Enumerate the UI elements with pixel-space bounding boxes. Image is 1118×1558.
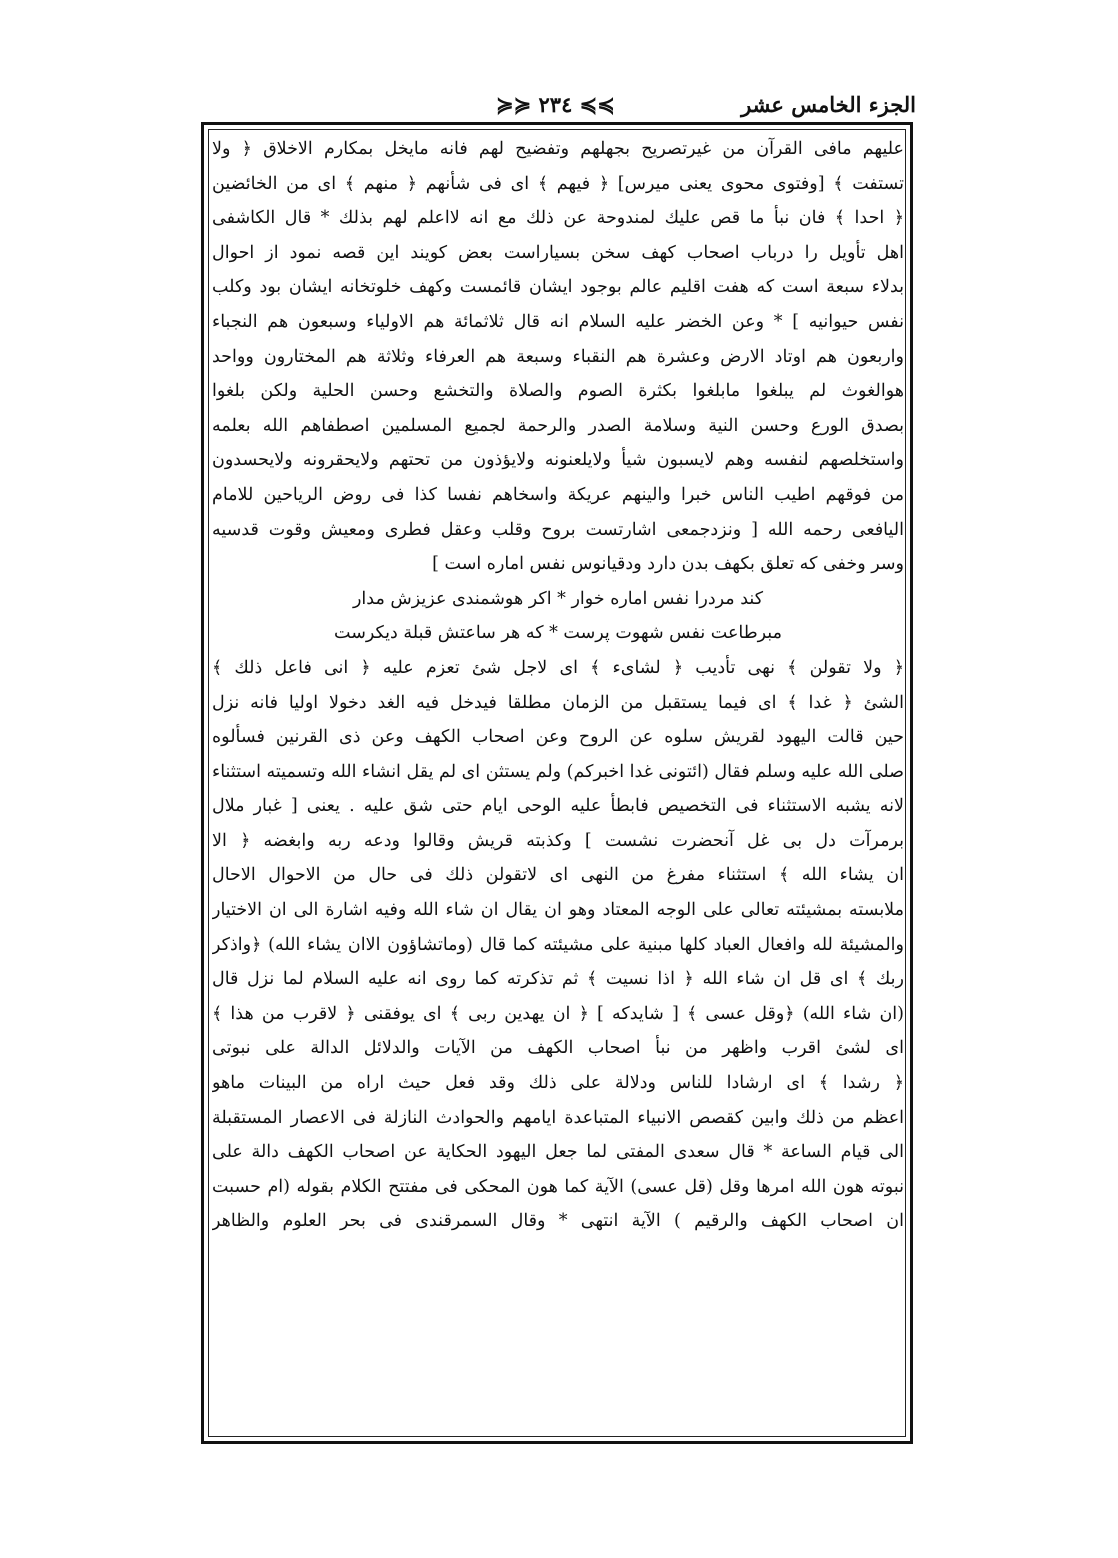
text-line: ان يشاء الله ﴾ استثناء مفرغ من النهى اى لاتقولن ذلك فى حال من الاحوال الاحال [212,865,904,886]
text-line: هوالغوث لم يبلغوا مابلغوا بكثرة الصوم والصلاة والتخشع وحسن الحلية ولكن بلغوا [212,381,904,402]
text-line: واستخلصهم لنفسه وهم لايسبون شيأ ولايلعنونه ولايؤذون من تحتهم ولايحقرونه ولايحسدون [212,450,904,471]
page-body [212,132,904,1239]
page-header [200,92,916,126]
text-line: (ان شاء الله) ﴿وقل عسى ﴾ [ شايدكه ] ﴿ ان يهدين ربى ﴾ اى يوفقنى ﴿ لاقرب من هذا ﴾ [212,1003,904,1024]
text-line: تستفت ﴾ [وفتوى محوى يعنى ميرس] ﴿ فيهم ﴾ اى فى شأنهم ﴿ منهم ﴾ اى من الخائضين [212,173,904,194]
text-line: من فوقهم اطيب الناس خبرا والينهم عريكة واسخاهم نفسا كذا فى روض الرياحين للامام [212,484,904,505]
text-line: بصدق الورع وحسن النية وسلامة الصدر والرحمة لجميع المسلمين اصطفاهم الله بعلمه [212,415,904,436]
text-line: ربك ﴾ اى قل ان شاء الله ﴿ اذا نسيت ﴾ ثم تذكرته كما روى انه عليه السلام لما نزل قال [212,969,904,990]
text-line: واربعون هم اوتاد الارض وعشرة هم النقباء وسبعة هم العرفاء وثلاثة هم المختارون وواحد [212,346,904,367]
text-line: بدلاء سبعة است كه هفت اقليم عالم بوجود ايشان قائمست وكهف خلوتخانه ايشان بود وكلب [212,277,904,298]
text-line: ملابسته بمشيئته تعالى على الوجه المعتاد وهو ان يقال ان شاء الله وفيه اشارة الى ان الاختيار [212,900,904,921]
text-line: ﴿ رشدا ﴾ اى ارشادا للناس ودلالة على ذلك وقد فعل حيث اراه من البينات ماهو [212,1073,904,1094]
text-line: الى قيام الساعة * قال سعدى المفتى لما جعل اليهود الحكاية عن اصحاب الكهف دالة على [212,1142,904,1163]
text-line: وسر وخفى كه تعلق بكهف بدن دارد ودقيانوس نفس اماره است ] [432,554,904,575]
text-line: حين قالت اليهود لقريش سلوه عن الروح وعن اصحاب الكهف وعن ذى القرنين فسألوه [212,727,904,748]
verse-line: مبرطاعت نفس شهوت پرست * كه هر ساعتش قبلة ديكرست [334,623,782,644]
text-line: والمشيئة لله وافعال العباد كلها مبنية على مشيئته كما قال (وماتشاؤون الاان يشاء الله) ﴿واذكر [212,934,904,955]
verse-line: كند مردرا نفس اماره خوار * اكر هوشمندى عزيزش مدار [352,588,764,609]
text-line: ان اصحاب الكهف والرقيم ) الآية انتهى * وقال السمرقندى فى بحر العلوم والظاهر [212,1211,904,1232]
text-line: اهل تأويل را درباب اصحاب كهف سخن بسياراست بعض كويند اين قصه نمود از احوال [212,242,904,263]
text-line: اعظم من ذلك وابين كقصص الانبياء المتباعدة ايامهم والحوادث النازلة فى الاعصار المستقبلة [212,1107,904,1128]
text-line: الشئ ﴿ غدا ﴾ اى فيما يستقبل من الزمان مطلقا فيدخل فيه الغد دخولا اوليا فانه نزل [212,692,904,713]
text-line: لانه يشبه الاستثناء فى التخصيص فابطأ عليه الوحى ايام حتى شق عليه . يعنى [ غبار ملال [212,796,904,817]
text-line: برمرآت دل بى غل آنحضرت نشست ] وكذبته قريش وقالوا ودعه ربه وابغضه ﴿ الا [212,830,904,851]
text-line: عليهم مافى القرآن من غيرتصريح بجهلهم وتفضيح لهم فانه مايخل بمكارم الاخلاق ﴿ ولا [212,139,904,159]
text-line: صلى الله عليه وسلم فقال (ائتونى غدا اخبركم) ولم يستثن اى لم يقل انشاء الله وتسميته استثناء [212,761,904,782]
part-title: الجزء الخامس عشر [741,92,916,117]
text-line: نبوته هون الله امرها وقل (قل عسى) الآية كما هون المحكى فى مفتتح الكلام بقوله (ام حسبت [212,1176,904,1197]
text-line: ﴿ احدا ﴾ فان نبأ ما قص عليك لمندوحة عن ذلك مع انه لااعلم لهم بذلك * قال الكاشفى [212,208,904,229]
text-line: اى لشئ اقرب واظهر من نبأ اصحاب الكهف من الآيات والدلائل الدالة على نبوتى [212,1038,904,1059]
page-number: ≽≽ ٢٣٤ ≼≼ [496,92,615,117]
text-line: نفس حيوانيه ] * وعن الخضر عليه السلام انه قال ثلاثمائة هم الاولياء وسبعون هم النجباء [212,311,904,332]
text-line: ﴿ ولا تقولن ﴾ نهى تأديب ﴿ لشاىء ﴾ اى لاجل شئ تعزم عليه ﴿ انى فاعل ذلك ﴾ [212,657,904,678]
text-line: اليافعى رحمه الله [ ونزدجمعى اشارتست بروح وقلب وعقل فطرى ومعيش وقوت قدسيه [212,519,904,540]
